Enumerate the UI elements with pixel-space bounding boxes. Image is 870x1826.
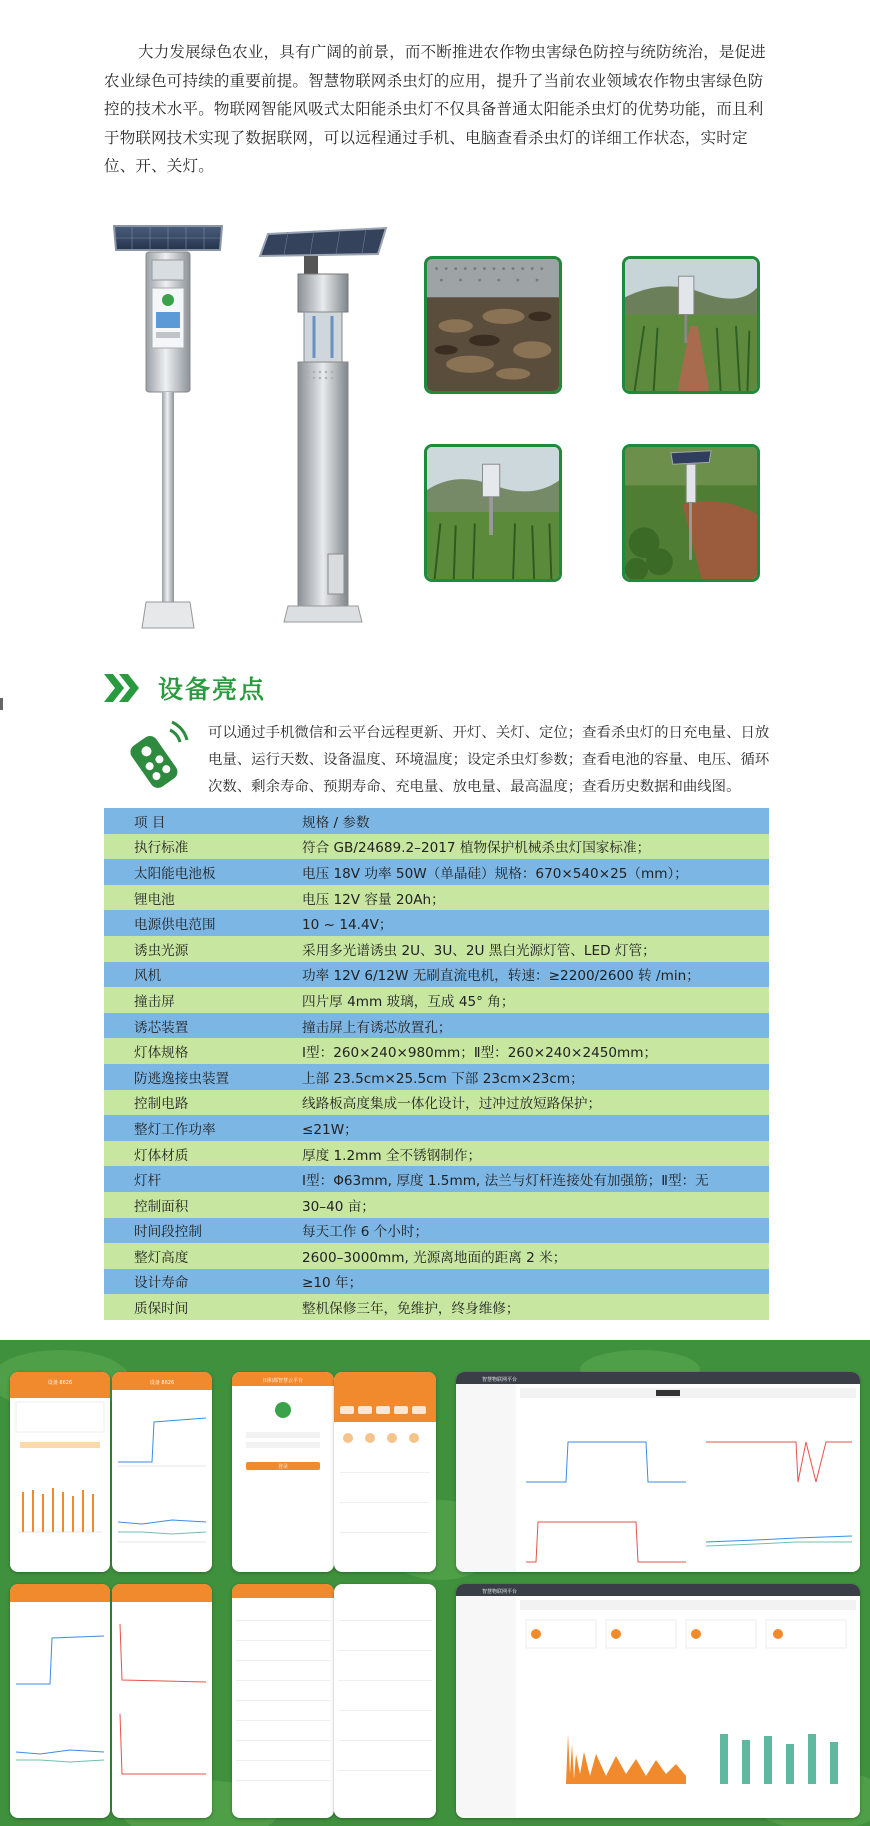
- web-dashboard-charts: [456, 1372, 860, 1572]
- app-screenshots-section: [0, 1340, 870, 1826]
- spec-value: 电压 18V 功率 50W（单晶硅）规格：670×540×25（mm）；: [282, 859, 769, 885]
- spec-value: 线路板高度集成一体化设计，过冲过放短路保护；: [282, 1090, 769, 1116]
- spec-item: 诱虫光源: [104, 936, 282, 962]
- phone-screen-chart-1: [112, 1372, 212, 1572]
- spec-value: 30–40 亩；: [282, 1192, 769, 1218]
- lamp-type-2-image: [258, 224, 388, 636]
- spec-row: [104, 962, 769, 988]
- phone2-title: 设备 8626: [149, 1380, 175, 1386]
- login-title: 田积都智慧云平台: [262, 1378, 304, 1384]
- spec-item: 电源供电范围: [104, 910, 282, 936]
- remote-control-icon: [120, 720, 190, 790]
- spec-row: [104, 1294, 769, 1320]
- dash-title-1: 智慧物联网平台: [482, 1377, 518, 1383]
- field-lamp-photo-3: [622, 444, 760, 582]
- phone-screen-login: [232, 1372, 334, 1572]
- spec-item: 诱芯装置: [104, 1013, 282, 1039]
- spec-row: [104, 1115, 769, 1141]
- spec-value: 厚度 1.2mm 全不锈钢制作；: [282, 1141, 769, 1167]
- spec-value: ≤21W；: [282, 1115, 769, 1141]
- dash-title-2: 智慧物联网平台: [482, 1589, 518, 1595]
- spec-row: [104, 834, 769, 860]
- spec-item: 防逃逸接虫装置: [104, 1064, 282, 1090]
- spec-value: 符合 GB/24689.2–2017 植物保护机械杀虫灯国家标准；: [282, 834, 769, 860]
- phone-screen-chart-2: [10, 1584, 110, 1818]
- spec-row: [104, 1038, 769, 1064]
- spec-row: [104, 1269, 769, 1295]
- spec-header-item: 项 目: [104, 808, 282, 834]
- highlights-description: 可以通过手机微信和云平台远程更新、开灯、关灯、定位；查看杀虫灯的日充电量、日放电量、运行天数、设备温度、环境温度；设定杀虫灯参数；查看电池的容量、电压、循环次数、剩余寿命、预期寿命、充电量、放电量、最高温度；查看历史数据和曲线图。: [208, 725, 770, 795]
- spec-item: 锂电池: [104, 885, 282, 911]
- spec-value: 10 ~ 14.4V；: [282, 910, 769, 936]
- spec-value: ≥10 年；: [282, 1269, 769, 1295]
- spec-item: 时间段控制: [104, 1218, 282, 1244]
- phone1-title: 设备 8626: [47, 1380, 73, 1386]
- spec-item: 灯体材质: [104, 1141, 282, 1167]
- spec-item: 灯体规格: [104, 1038, 282, 1064]
- spec-value: 2600–3000mm, 光源离地面的距离 2 米；: [282, 1243, 769, 1269]
- web-dashboard-summary: [456, 1584, 860, 1818]
- intro-paragraph: 大力发展绿色农业，具有广阔的前景，而不断推进农作物虫害绿色防控与统防统治，是促进农业绿色可持续的重要前提。智慧物联网杀虫灯的应用，提升了当前农业领域农作物虫害绿色防控的技术水平。物联网智能风吸式太阳能杀虫灯不仅具备普通太阳能杀虫灯的优势功能，而且利于物联网技术实现了数据联网，可以远程通过手机、电脑查看杀虫灯的详细工作状态，实时定位、开、关灯。: [104, 43, 767, 175]
- spec-row: [104, 910, 769, 936]
- spec-value: Ⅰ型：260×240×980mm；Ⅱ型：260×240×2450mm；: [282, 1038, 769, 1064]
- spec-value: 电压 12V 容量 20Ah；: [282, 885, 769, 911]
- phone-screen-stats: [10, 1372, 110, 1572]
- spec-row: [104, 885, 769, 911]
- phone-screen-params: [232, 1584, 334, 1818]
- spec-item: 灯杆: [104, 1166, 282, 1192]
- spec-value: 撞击屏上有诱芯放置孔；: [282, 1013, 769, 1039]
- highlights-title: 设备亮点: [158, 675, 267, 704]
- spec-row: [104, 1192, 769, 1218]
- spec-row: [104, 859, 769, 885]
- double-chevron-right-icon: [104, 672, 140, 704]
- spec-item: 整灯高度: [104, 1243, 282, 1269]
- highlights-heading: [104, 668, 266, 708]
- insect-catch-photo: [424, 256, 562, 394]
- spec-value: Ⅰ型：Φ63mm, 厚度 1.5mm, 法兰与灯杆连接处有加强筋；Ⅱ型：无: [282, 1166, 769, 1192]
- spec-table: [104, 808, 769, 1320]
- spec-item: 撞击屏: [104, 987, 282, 1013]
- lamp-type-1-image: [108, 222, 228, 640]
- spec-row: [104, 987, 769, 1013]
- spec-value: 整机保修三年，免维护，终身维修；: [282, 1294, 769, 1320]
- spec-item: 太阳能电池板: [104, 859, 282, 885]
- spec-value: 功率 12V 6/12W 无刷直流电机，转速：≥2200/2600 转 /min；: [282, 962, 769, 988]
- spec-row: [104, 1243, 769, 1269]
- spec-row: [104, 1013, 769, 1039]
- phone-screen-settings: [334, 1584, 436, 1818]
- spec-row: [104, 1218, 769, 1244]
- spec-item: 设计寿命: [104, 1269, 282, 1295]
- spec-header-value: 规格 / 参数: [282, 808, 769, 834]
- spec-item: 整灯工作功率: [104, 1115, 282, 1141]
- spec-item: 控制面积: [104, 1192, 282, 1218]
- spec-item: 执行标准: [104, 834, 282, 860]
- spec-value: 四片厚 4mm 玻璃，互成 45° 角；: [282, 987, 769, 1013]
- spec-item: 风机: [104, 962, 282, 988]
- spec-value: 上部 23.5cm×25.5cm 下部 23cm×23cm；: [282, 1064, 769, 1090]
- spec-item: 质保时间: [104, 1294, 282, 1320]
- spec-row: [104, 1064, 769, 1090]
- spec-item: 控制电路: [104, 1090, 282, 1116]
- spec-row: [104, 936, 769, 962]
- field-lamp-photo-1: [622, 256, 760, 394]
- margin-mark: [0, 698, 3, 710]
- phone-screen-chart-3: [112, 1584, 212, 1818]
- login-button: 登录: [277, 1464, 289, 1470]
- spec-row: [104, 1141, 769, 1167]
- spec-row: [104, 1090, 769, 1116]
- spec-value: 采用多光谱诱虫 2U、3U、2U 黑白光源灯管、LED 灯管；: [282, 936, 769, 962]
- phone-screen-control: [334, 1372, 436, 1572]
- spec-row: [104, 1166, 769, 1192]
- field-lamp-photo-2: [424, 444, 562, 582]
- spec-header-row: [104, 808, 769, 834]
- spec-value: 每天工作 6 个小时；: [282, 1218, 769, 1244]
